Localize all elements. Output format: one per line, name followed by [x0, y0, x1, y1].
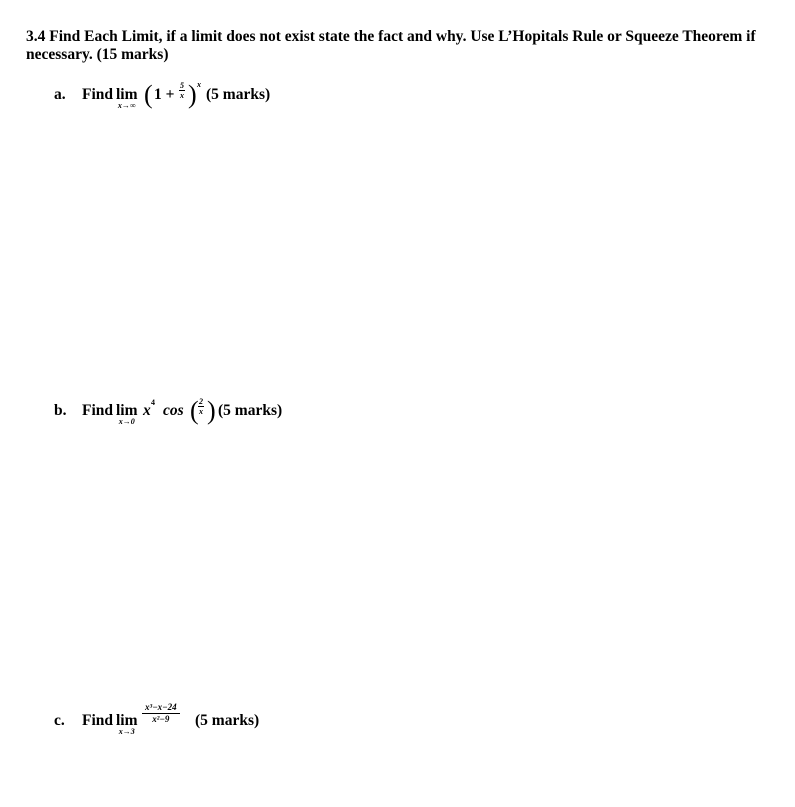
- right-paren: ): [188, 80, 197, 109]
- marks-label: (5 marks): [195, 712, 260, 729]
- fraction-denominator: x: [180, 91, 184, 100]
- lim-word: lim: [116, 86, 138, 103]
- one-plus: 1 +: [154, 86, 175, 103]
- lim-subscript: x→0: [118, 417, 135, 426]
- question-letter: b.: [54, 402, 67, 419]
- lim-word: lim: [116, 712, 138, 729]
- limit-operator: [116, 712, 138, 736]
- fraction-denominator: x²−9: [152, 714, 170, 724]
- right-paren: ): [207, 396, 216, 425]
- find-label: Find: [82, 86, 114, 103]
- find-label: Find: [82, 712, 114, 729]
- find-label: Find: [82, 402, 114, 419]
- marks-label: (5 marks): [218, 402, 283, 419]
- left-paren: (: [190, 396, 199, 425]
- fraction: [142, 702, 180, 725]
- fraction: [179, 81, 185, 100]
- left-paren: (: [144, 80, 153, 109]
- lim-word: lim: [116, 402, 138, 419]
- cos-function: cos: [163, 402, 184, 419]
- question-letter: a.: [54, 86, 66, 103]
- marks-label: (5 marks): [206, 86, 271, 103]
- base-variable: x: [143, 402, 151, 419]
- exponent: 4: [151, 398, 155, 407]
- lim-subscript: x→3: [118, 727, 135, 736]
- question-letter: c.: [54, 712, 65, 729]
- fraction-numerator: 2: [199, 397, 203, 406]
- fraction: [198, 397, 204, 416]
- fraction-numerator: 5: [180, 81, 184, 90]
- limit-operator: [116, 402, 138, 426]
- question-heading: 3.4 Find Each Limit, if a limit does not exist state the fact and why. Use L’Hopitals Rule or Squeeze Theorem if necessary. (15 marks): [26, 28, 756, 63]
- fraction-numerator: x³−x−24: [142, 702, 180, 714]
- exponent: x: [197, 80, 201, 89]
- fraction-denominator: x: [199, 407, 203, 416]
- limit-operator: [116, 86, 138, 110]
- lim-subscript: x→∞: [117, 101, 136, 110]
